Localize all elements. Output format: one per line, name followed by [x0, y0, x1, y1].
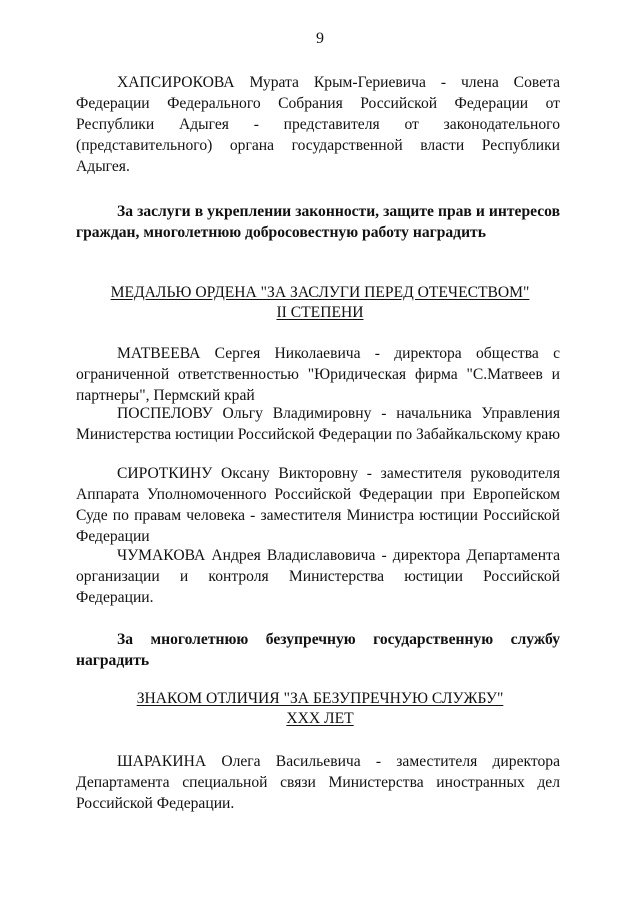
award-title-badge — [0, 689, 640, 729]
decree-text-merit: За заслуги в укреплении законности, защите прав и интересов граждан, многолетнюю добросовестную работу наградить — [76, 203, 560, 241]
nominee-pospelova: ПОСПЕЛОВУ Ольгу Владимировну - начальника Управления Министерства юстиции Российской Федерации по Забайкальскому краю — [76, 405, 560, 443]
award-title-line-2: XXX ЛЕТ — [286, 710, 354, 727]
award-title-line-1: МЕДАЛЬЮ ОРДЕНА "ЗА ЗАСЛУГИ ПЕРЕД ОТЕЧЕСТВОМ" — [110, 284, 530, 301]
award-title-medal — [0, 283, 640, 323]
nominee-matveev: МАТВЕЕВА Сергея Николаевича - директора общества с ограниченной ответственностью "Юридическая фирма "С.Матвеев и партнеры", Пермский край — [76, 345, 560, 404]
award-title-line-2: II СТЕПЕНИ — [276, 304, 364, 321]
decree-text-service: За многолетнюю безупречную государственную службу наградить — [76, 631, 560, 669]
page-number: 9 — [316, 30, 324, 47]
award-title-line-1: ЗНАКОМ ОТЛИЧИЯ "ЗА БЕЗУПРЕЧНУЮ СЛУЖБУ" — [136, 690, 504, 707]
nominee-khapsirokov: ХАПСИРОКОВА Мурата Крым-Гериевича - члена Совета Федерации Федерального Собрания Российской Федерации от Республики Адыгея - представителя от законодательного (представительного) органа государственной власти Республики Адыгея. — [76, 74, 560, 175]
nominee-sharakin: ШАРАКИНА Олега Васильевича - заместителя директора Департамента специальной связи Министерства иностранных дел Российской Федерации. — [76, 753, 560, 812]
nominee-chumakov: ЧУМАКОВА Андрея Владиславовича - директора Департамента организации и контроля Министерства юстиции Российской Федерации. — [76, 547, 560, 606]
nominee-sirotkina: СИРОТКИНУ Оксану Викторовну - заместителя руководителя Аппарата Уполномоченного Российской Федерации при Европейском Суде по правам человека - заместителя Министра юстиции Российской Федерации — [76, 465, 560, 545]
